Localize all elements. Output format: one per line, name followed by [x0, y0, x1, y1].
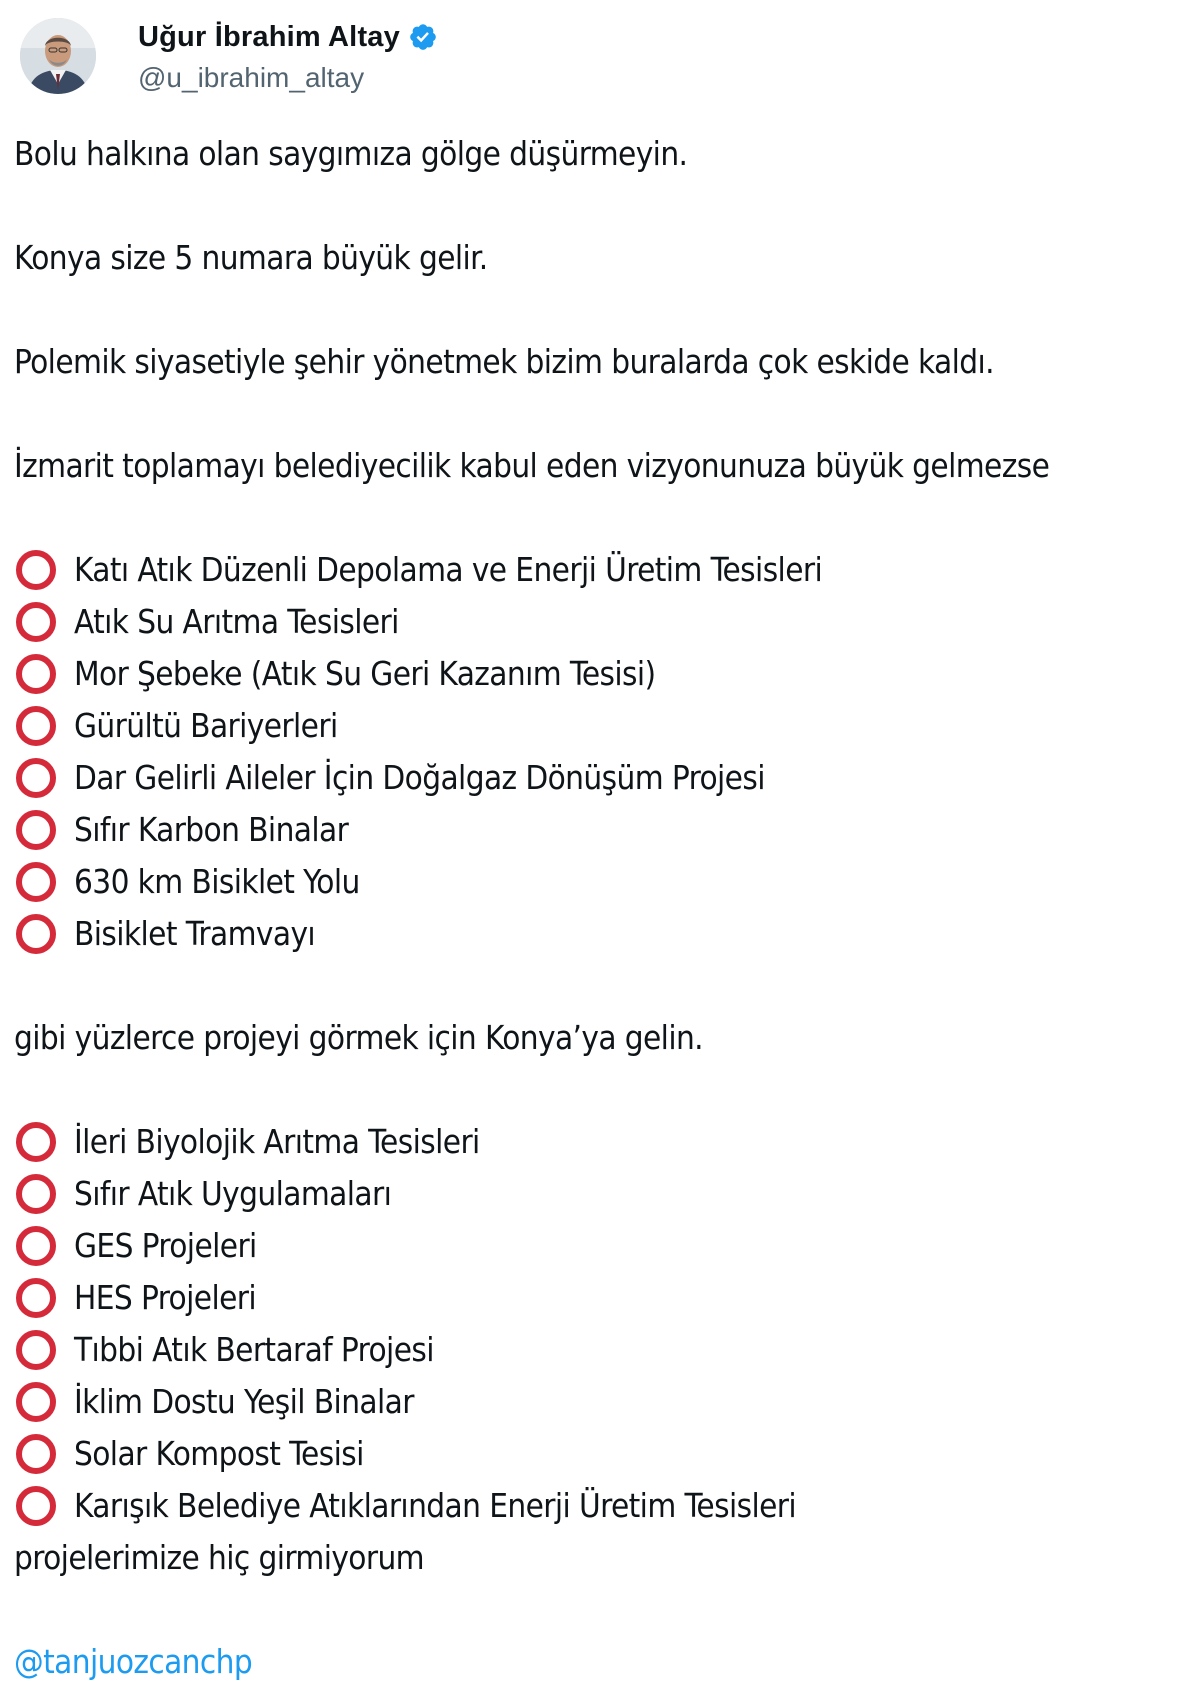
list-item-label: 630 km Bisiklet Yolu: [74, 862, 360, 901]
author-display-name[interactable]: Uğur İbrahim Altay: [138, 20, 400, 53]
tweet-paragraph: İzmarit toplamayı belediyecilik kabul eden vizyonunuza büyük gelmezse: [14, 446, 1050, 485]
list-item: [14, 700, 1194, 752]
paragraph-gap: [14, 388, 1194, 440]
list-item: [14, 752, 1194, 804]
list-item: [14, 1220, 1194, 1272]
list-item-label: Katı Atık Düzenli Depolama ve Enerji Üretim Tesisleri: [74, 550, 823, 589]
avatar[interactable]: [20, 18, 96, 94]
list-item-label: Gürültü Bariyerleri: [74, 706, 338, 745]
list-item: [14, 856, 1194, 908]
tweet-paragraph: Polemik siyasetiyle şehir yönetmek bizim buralarda çok eskide kaldı.: [14, 342, 995, 381]
red-circle-emoji-icon: [16, 1382, 56, 1422]
list-item-label: Solar Kompost Tesisi: [74, 1434, 364, 1473]
verified-badge-icon: [408, 22, 438, 52]
paragraph-gap: [14, 284, 1194, 336]
list-item: [14, 596, 1194, 648]
profile-photo-avatar: [20, 18, 96, 94]
list-item-label: Bisiklet Tramvayı: [74, 914, 316, 953]
list-item-label: Atık Su Arıtma Tesisleri: [74, 602, 399, 641]
author-identity: [138, 18, 438, 94]
list-item: [14, 804, 1194, 856]
list-item: [14, 1116, 1194, 1168]
paragraph-gap: [14, 180, 1194, 232]
red-circle-emoji-icon: [16, 810, 56, 850]
red-circle-emoji-icon: [16, 602, 56, 642]
red-circle-emoji-icon: [16, 550, 56, 590]
red-circle-emoji-icon: [16, 1122, 56, 1162]
paragraph-gap: [14, 1064, 1194, 1116]
tweet-text: [14, 128, 1194, 1688]
list-item-label: HES Projeleri: [74, 1278, 257, 1317]
list-item: [14, 1376, 1194, 1428]
list-item-label: Karışık Belediye Atıklarından Enerji Üretim Tesisleri: [74, 1486, 797, 1525]
red-circle-emoji-icon: [16, 1278, 56, 1318]
red-circle-emoji-icon: [16, 1434, 56, 1474]
author-handle[interactable]: @u_ibrahim_altay: [138, 62, 365, 93]
list-item-label: Mor Şebeke (Atık Su Geri Kazanım Tesisi): [74, 654, 656, 693]
mention-link[interactable]: @tanjuozcanchp: [14, 1642, 253, 1681]
red-circle-emoji-icon: [16, 654, 56, 694]
name-row: [138, 18, 438, 56]
red-circle-emoji-icon: [16, 1226, 56, 1266]
red-circle-emoji-icon: [16, 706, 56, 746]
list-item-label: GES Projeleri: [74, 1226, 257, 1265]
red-circle-emoji-icon: [16, 1174, 56, 1214]
list-item: [14, 1480, 1194, 1532]
red-circle-emoji-icon: [16, 862, 56, 902]
tweet-header: [20, 14, 438, 98]
list-item-label: Dar Gelirli Aileler İçin Doğalgaz Dönüşüm Projesi: [74, 758, 765, 797]
list-item-label: Sıfır Karbon Binalar: [74, 810, 349, 849]
list-item: [14, 1272, 1194, 1324]
list-item-label: İleri Biyolojik Arıtma Tesisleri: [74, 1122, 480, 1161]
list-item: [14, 1324, 1194, 1376]
red-circle-emoji-icon: [16, 1330, 56, 1370]
list-item: [14, 1168, 1194, 1220]
mention-line: [14, 1636, 1194, 1688]
red-circle-emoji-icon: [16, 1486, 56, 1526]
red-circle-emoji-icon: [16, 914, 56, 954]
list-item-label: Sıfır Atık Uygulamaları: [74, 1174, 392, 1213]
list-item: [14, 544, 1194, 596]
project-list-1: [14, 544, 1194, 960]
list-item-label: Tıbbi Atık Bertaraf Projesi: [74, 1330, 434, 1369]
tweet-paragraph: gibi yüzlerce projeyi görmek için Konya’ya gelin.: [14, 1018, 704, 1057]
tweet-paragraph: Bolu halkına olan saygımıza gölge düşürmeyin.: [14, 134, 688, 173]
red-circle-emoji-icon: [16, 758, 56, 798]
list-item-label: İklim Dostu Yeşil Binalar: [74, 1382, 414, 1421]
tweet-paragraph: Konya size 5 numara büyük gelir.: [14, 238, 488, 277]
project-list-2: [14, 1116, 1194, 1532]
list-item: [14, 1428, 1194, 1480]
tweet-paragraph: projelerimize hiç girmiyorum: [14, 1538, 425, 1577]
list-item: [14, 908, 1194, 960]
paragraph-gap: [14, 960, 1194, 1012]
list-item: [14, 648, 1194, 700]
paragraph-gap: [14, 492, 1194, 544]
paragraph-gap: [14, 1584, 1194, 1636]
